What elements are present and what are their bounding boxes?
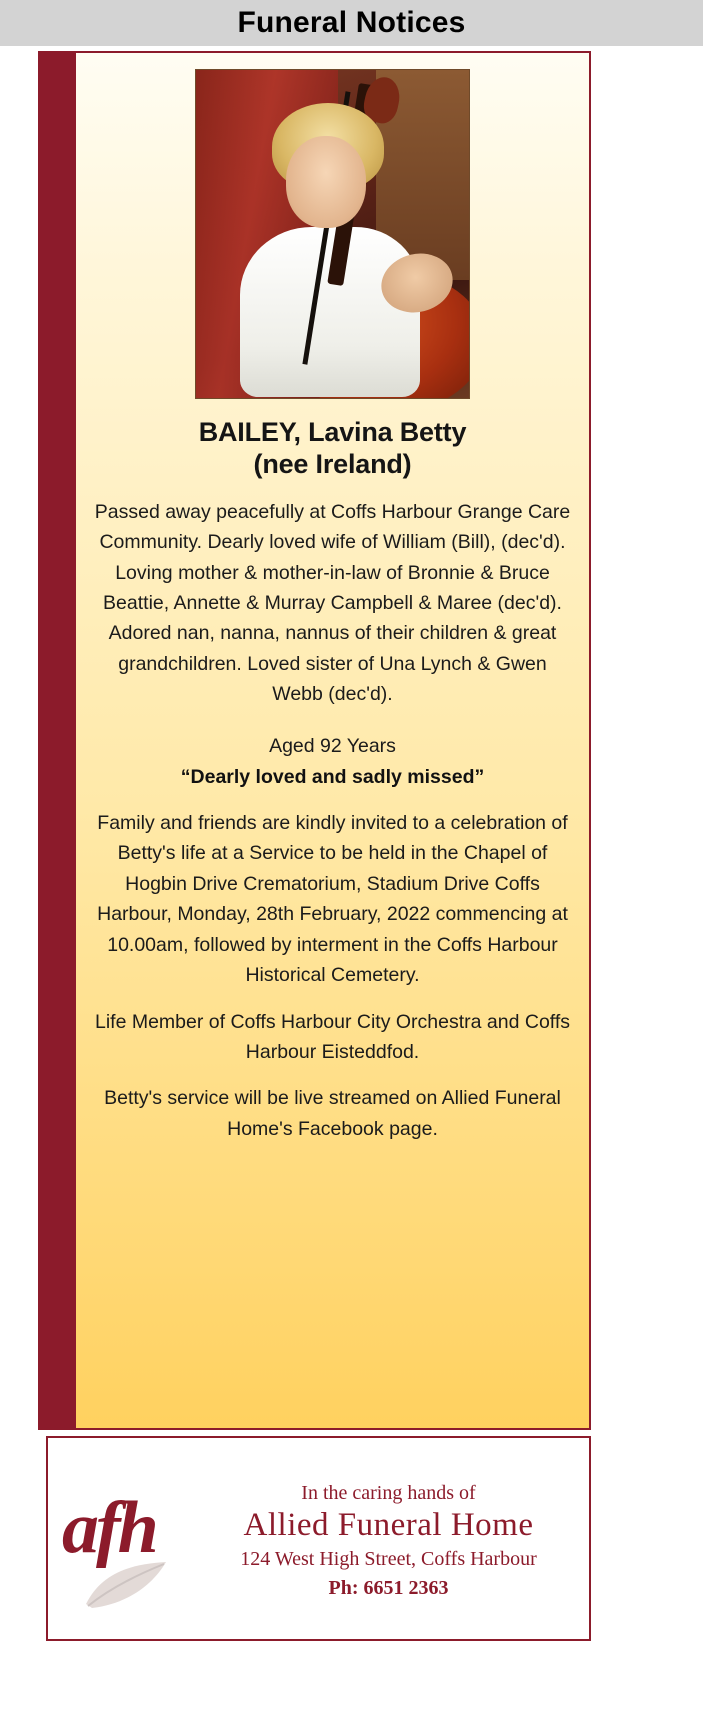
service-details-paragraph: Family and friends are kindly invited to a celebration of Betty's life at a Service to be held in the Chapel of Hogbin Drive Crematorium, Stadium Drive Coffs Harbour, Monday, 28th February, 2022 commencing at 10.00am, followed by interment in the Coffs Harbour Historical Cemetery.: [97, 812, 568, 987]
funeral-home-logo-text: afh: [62, 1487, 156, 1569]
funeral-home-details: [198, 1478, 589, 1600]
notice-container: [38, 51, 591, 1646]
age-line: Aged 92 Years: [269, 734, 396, 757]
leaf-icon: [82, 1556, 170, 1612]
photo-face: [286, 136, 366, 228]
memberships-paragraph: Life Member of Coffs Harbour City Orchestra and Coffs Harbour Eisteddfod.: [94, 1010, 571, 1063]
photo-torso: [240, 227, 420, 397]
page-title: Funeral Notices: [237, 6, 466, 39]
live-stream-paragraph: Betty's service will be live streamed on Allied Funeral Home's Facebook page.: [104, 1087, 561, 1140]
obituary-paragraph-1: Passed away peacefully at Coffs Harbour Grange Care Community. Dearly loved wife of William (Bill), (dec'd). Loving mother & mother-in-law of Bronnie & Bruce Beattie, Annette & Murray Campbell & Maree (dec'd). Adored nan, nanna, nannus of their children & great grandchildren. Loved sister of Una Lynch & Gwen Webb (dec'd).: [94, 500, 571, 706]
deceased-name-line1: BAILEY, Lavina Betty: [198, 417, 467, 447]
funeral-home-phone: Ph: 6651 2363: [328, 1576, 449, 1599]
funeral-home-logo: [48, 1438, 198, 1639]
funeral-home-name: Allied Funeral Home: [243, 1506, 534, 1543]
decorative-red-spine: [38, 51, 74, 1430]
deceased-name: [94, 417, 571, 481]
funeral-home-address: 124 West High Street, Coffs Harbour: [240, 1547, 537, 1570]
funeral-home-footer: [46, 1436, 591, 1641]
epitaph-line: “Dearly loved and sadly missed”: [180, 765, 485, 788]
deceased-name-line2: (nee Ireland): [253, 448, 412, 479]
deceased-photo: [195, 69, 470, 399]
funeral-home-tagline: In the caring hands of: [301, 1481, 476, 1504]
obituary-card: [74, 51, 591, 1430]
page-header: [0, 0, 703, 46]
